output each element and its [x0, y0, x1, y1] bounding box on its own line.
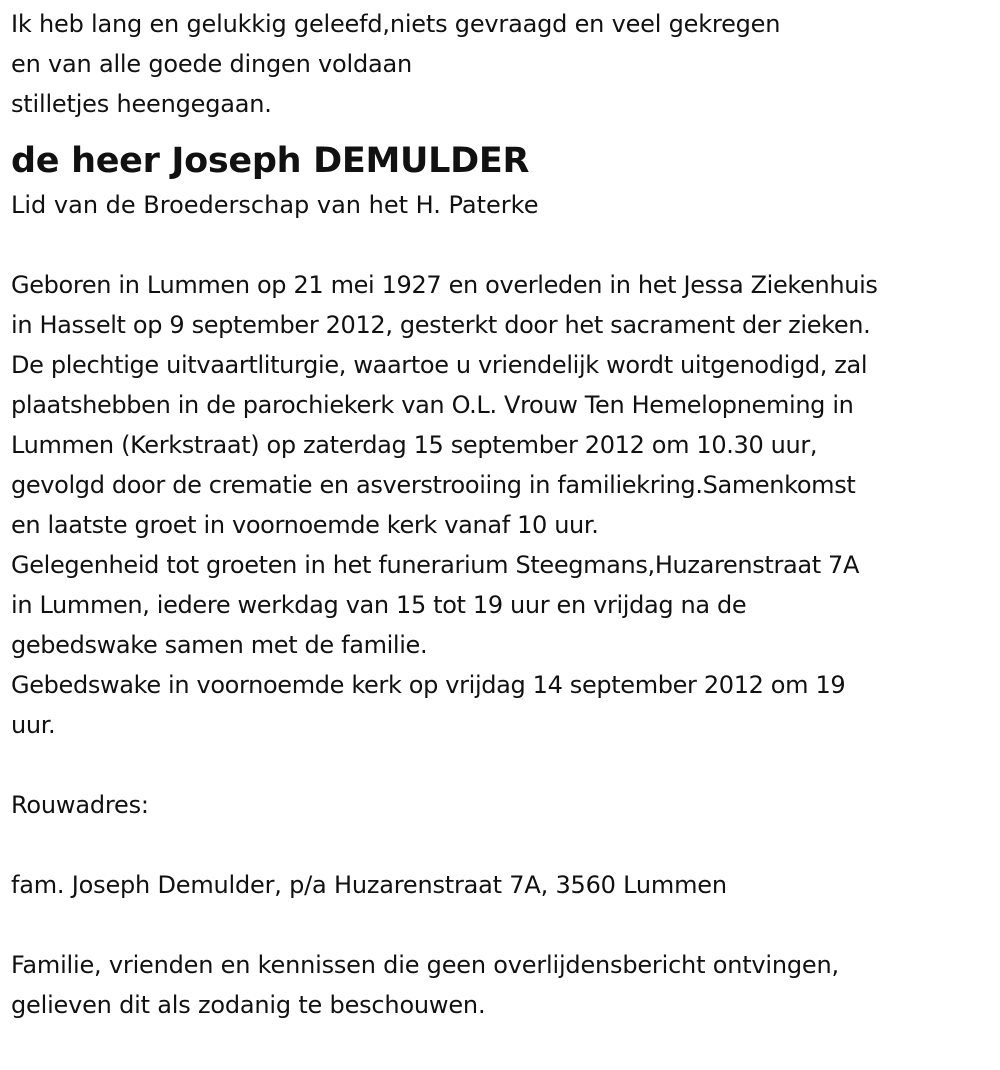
death-notice	[11, 4, 993, 1025]
closing-note	[11, 945, 993, 1025]
deceased-name: de heer Joseph DEMULDER	[11, 141, 530, 181]
body-line: De plechtige uitvaartliturgie, waartoe u vriendelijk wordt uitgenodigd, zal	[11, 351, 868, 379]
body-line: Lummen (Kerkstraat) op zaterdag 15 september 2012 om 10.30 uur,	[11, 431, 818, 459]
deceased-header	[11, 137, 993, 225]
body-line: Geboren in Lummen op 21 mei 1927 en overleden in het Jessa Ziekenhuis	[11, 271, 878, 299]
body-line: Gelegenheid tot groeten in het funerarium Steegmans,Huzarenstraat 7A	[11, 551, 860, 579]
mourning-address	[11, 785, 993, 905]
deceased-role: Lid van de Broederschap van het H. Paterke	[11, 191, 539, 219]
notice-body	[11, 265, 993, 745]
poem	[11, 4, 993, 124]
spacer	[11, 825, 993, 865]
body-line: Gebedswake in voornoemde kerk op vrijdag 14 september 2012 om 19	[11, 671, 846, 699]
body-line: en laatste groet in voornoemde kerk vanaf 10 uur.	[11, 511, 599, 539]
body-line: in Hasselt op 9 september 2012, gesterkt door het sacrament der zieken.	[11, 311, 871, 339]
mourning-address-value: fam. Joseph Demulder, p/a Huzarenstraat 7A, 3560 Lummen	[11, 871, 727, 899]
body-line: gebedswake samen met de familie.	[11, 631, 428, 659]
mourning-address-label: Rouwadres:	[11, 791, 149, 819]
body-line: gevolgd door de crematie en asverstrooiing in familiekring.Samenkomst	[11, 471, 856, 499]
spacer	[11, 225, 993, 265]
poem-line: en van alle goede dingen voldaan	[11, 50, 413, 78]
closing-line: Familie, vrienden en kennissen die geen overlijdensbericht ontvingen,	[11, 951, 839, 979]
spacer	[11, 905, 993, 945]
body-line: uur.	[11, 711, 56, 739]
body-line: plaatshebben in de parochiekerk van O.L. Vrouw Ten Hemelopneming in	[11, 391, 854, 419]
closing-line: gelieven dit als zodanig te beschouwen.	[11, 991, 486, 1019]
body-line: in Lummen, iedere werkdag van 15 tot 19 uur en vrijdag na de	[11, 591, 747, 619]
poem-line: stilletjes heengegaan.	[11, 90, 272, 118]
poem-line: Ik heb lang en gelukkig geleefd,niets gevraagd en veel gekregen	[11, 10, 781, 38]
spacer	[11, 745, 993, 785]
